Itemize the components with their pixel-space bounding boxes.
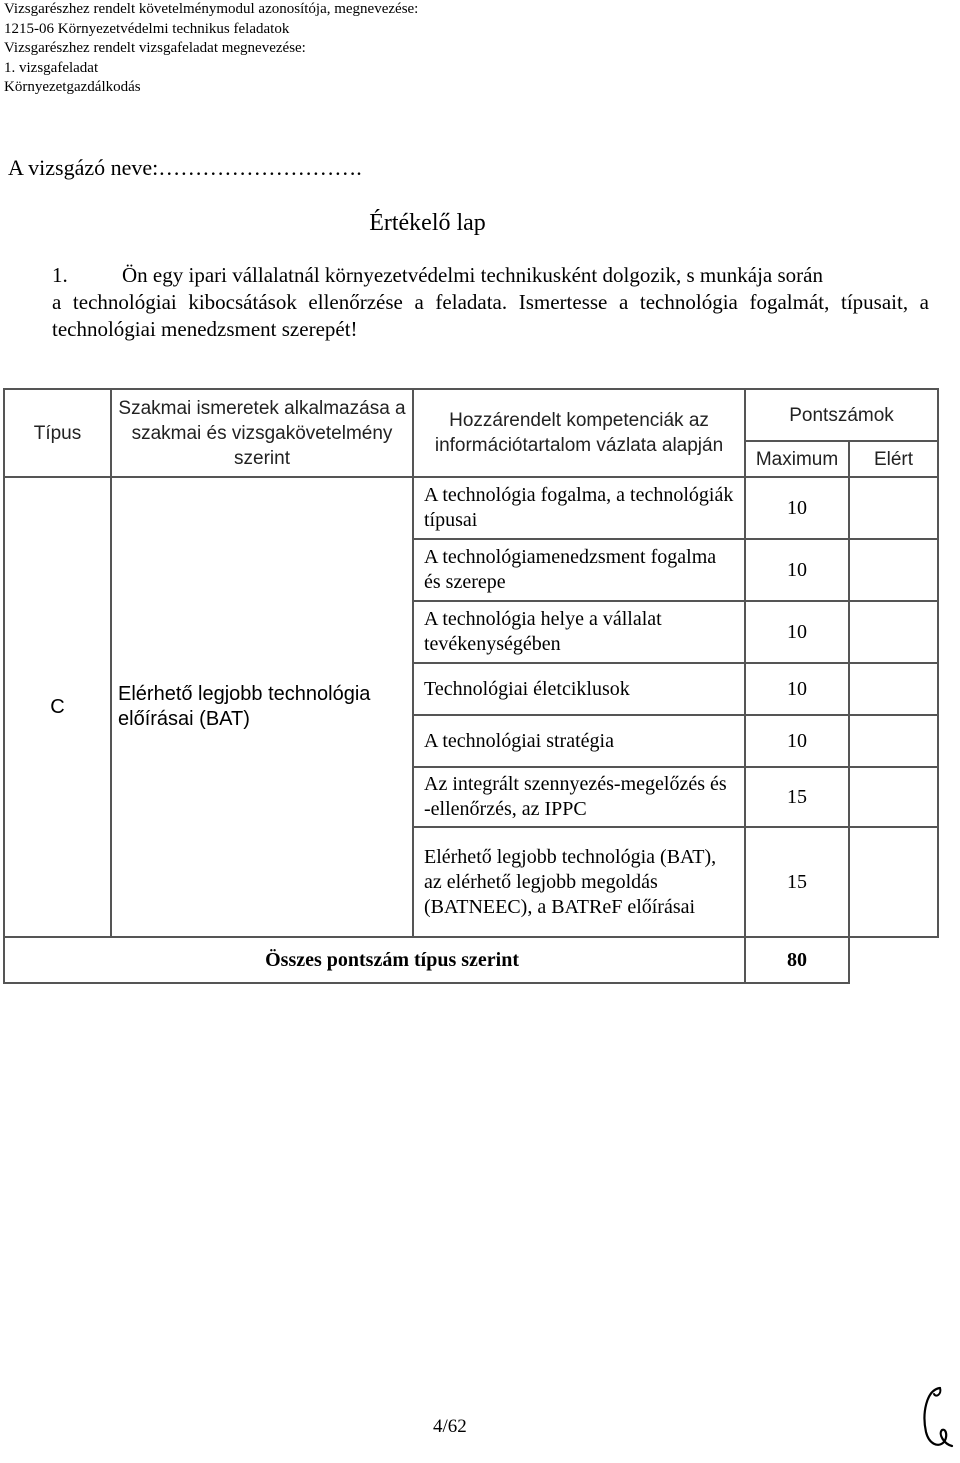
achieved-points-cell[interactable] xyxy=(849,827,938,937)
topic-cell: Technológiai életciklusok xyxy=(413,663,745,715)
max-points-cell: 10 xyxy=(745,715,849,767)
task-description xyxy=(52,262,929,343)
achieved-points-cell[interactable] xyxy=(849,601,938,663)
topic-cell: A technológiai stratégia xyxy=(413,715,745,767)
header-type: Típus xyxy=(4,389,111,477)
exam-task-label: Vizsgarészhez rendelt vizsgafeladat megnevezése: xyxy=(4,40,306,56)
topic-cell: Elérhető legjobb technológia (BAT), az elérhető legjobb megoldás (BATNEEC), a BATReF előírásai xyxy=(413,827,745,937)
header-achieved: Elért xyxy=(849,441,938,477)
achieved-points-cell[interactable] xyxy=(849,663,938,715)
max-points-cell: 10 xyxy=(745,539,849,601)
exam-task-name: Környezetgazdálkodás xyxy=(4,79,141,95)
signature-mark xyxy=(918,1384,956,1454)
task-number: 1. xyxy=(52,263,68,287)
total-label: Összes pontszám típus szerint xyxy=(4,937,745,983)
type-cell: C xyxy=(4,477,111,937)
max-points-cell: 10 xyxy=(745,601,849,663)
header-max: Maximum xyxy=(745,441,849,477)
achieved-points-cell[interactable] xyxy=(849,477,938,539)
candidate-name-line: A vizsgázó neve:………………………. xyxy=(8,155,362,180)
page-title: Értékelő lap xyxy=(369,210,486,236)
topic-cell: A technológiamenedzsment fogalma és szerepe xyxy=(413,539,745,601)
max-points-cell: 15 xyxy=(745,827,849,937)
page-header xyxy=(4,0,418,98)
page-number: 4/62 xyxy=(433,1416,467,1437)
header-points: Pontszámok xyxy=(745,389,938,441)
max-points-cell: 10 xyxy=(745,663,849,715)
topic-cell: A technológia helye a vállalat tevékenységében xyxy=(413,601,745,663)
total-max-points: 80 xyxy=(745,937,849,983)
max-points-cell: 10 xyxy=(745,477,849,539)
topic-cell: A technológia fogalma, a technológiák típusai xyxy=(413,477,745,539)
topic-cell: Az integrált szennyezés-megelőzés és -ellenőrzés, az IPPC xyxy=(413,767,745,827)
achieved-points-cell[interactable] xyxy=(849,767,938,827)
task-text-rest: a technológiai kibocsátások ellenőrzése a feladata. Ismertesse a technológia fogalmát, típusait, a technológiai menedzsment szerepét! xyxy=(52,290,929,341)
max-points-cell: 15 xyxy=(745,767,849,827)
achieved-points-cell[interactable] xyxy=(849,715,938,767)
achieved-points-cell[interactable] xyxy=(849,539,938,601)
task-line-1: Ön egy ipari vállalatnál környezetvédelmi technikusként dolgozik, s munkája során xyxy=(122,263,823,287)
module-label: Vizsgarészhez rendelt követelménymodul azonosítója, megnevezése: xyxy=(4,1,419,17)
header-subject: Szakmai ismeretek alkalmazása a szakmai és vizsgakövetelmény szerint xyxy=(111,389,413,477)
exam-task-number: 1. vizsgafeladat xyxy=(4,59,99,76)
subject-cell: Elérhető legjobb technológia előírásai (BAT) xyxy=(111,477,413,937)
module-name: 1215-06 Környezetvédelmi technikus feladatok xyxy=(4,20,290,37)
evaluation-table xyxy=(3,388,939,984)
header-competencies: Hozzárendelt kompetenciák az információtartalom vázlata alapján xyxy=(413,389,745,477)
